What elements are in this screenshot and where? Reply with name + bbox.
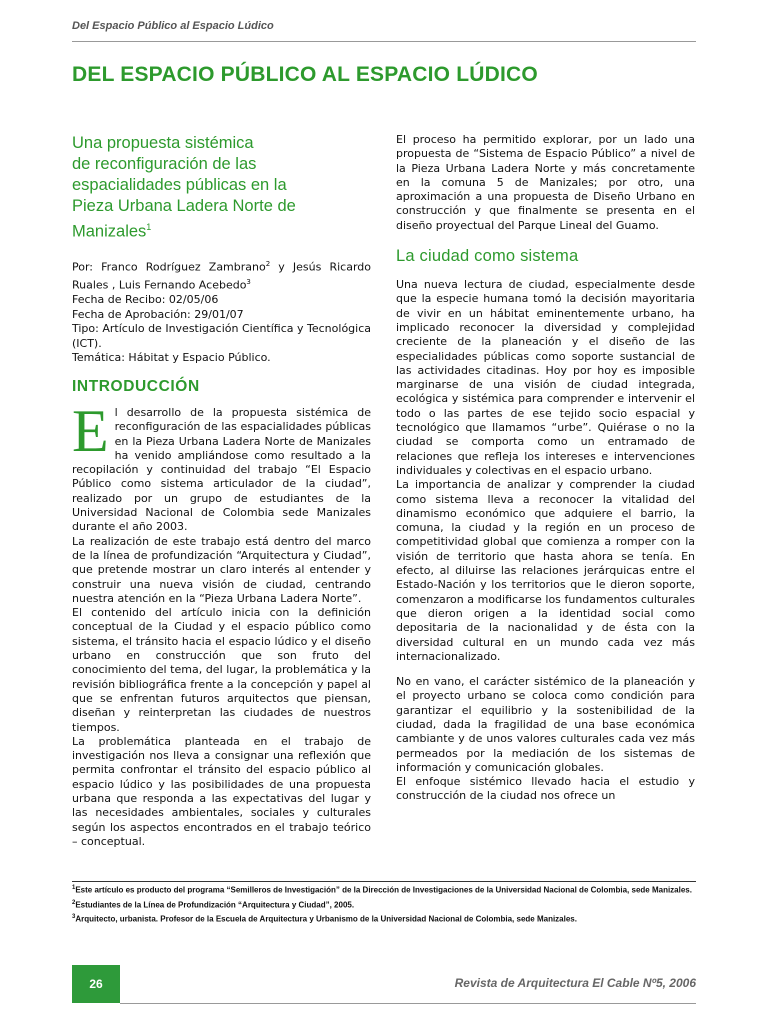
article-metadata: [72, 257, 371, 366]
paragraph: La realización de este trabajo está dentro del marco de la línea de profundización “Arquitectura y Ciudad”, que pretende mostrar un claro interés al entender y construir una nueva visión de ciudad, centrando nuestra atención en la “Pieza Urbana Ladera Norte”.: [72, 534, 371, 605]
section-heading-city-system: La ciudad como sistema: [396, 247, 579, 266]
paragraph: No en vano, el carácter sistémico de la planeación y el proyecto urbano se coloca como condición para garantizar el equilibrio y la sostenibilidad de la ciudad, dada la fragilidad de una base económica cambiante y de unos valores culturales cada vez más permeados por la mediación de los sistemas de información y comunicación globales.: [396, 675, 695, 774]
paragraph: Una nueva lectura de ciudad, especialmente desde que la especie humana tomó la decisión mayoritaria de vivir en un hábitat eminentemente urbano, ha implicado reconocer la diversidad y complejidad creciente de la planeación y el diseño de las especialidades públicas como soporte sustancial de las actividades citadinas. Hoy por hoy es imposible marginarse de una visión de ciudad integrada, ecológica y sistémica para comprender e intervenir el todo o las partes de ese tejido socio espacial y tecnológico que llamamos “urbe”. Quiérase o no la ciudad se comporta como un entramado de relaciones que refleja los intereses e intervenciones individuales y colectivas en el espacio urbano.: [396, 278, 695, 477]
paragraph: La importancia de analizar y comprender la ciudad como sistema lleva a reconocer la vitalidad del dinamismo económico que adquiere el barrio, la comuna, la ciudad y la región en un proceso de competitividad global que comienza a romper con la visión de territorio que hasta ahora se tenía. En efecto, al diluirse las relaciones jerárquicas entre el Estado-Nación y los territorios que le dieron soporte, comenzaron a modificarse los fundamentos culturales que dieron origen a la identidad social como depositaria de la nacionalidad y de ésta con la diversidad cultural en un mundo cada vez más internacionalizado.: [396, 478, 695, 663]
authors-line: Por: Franco Rodríguez Zambrano$^2$ y Jesús Ricardo Ruales , Luis Fernando Acebedo$^3$: [72, 259, 371, 292]
article-subtitle: [72, 133, 371, 243]
page-number-badge: [72, 965, 120, 1003]
footer-divider: [120, 1003, 696, 1004]
intro-body: [72, 397, 371, 849]
paragraph: El enfoque sistémico llevado hacia el estudio y construcción de la ciudad nos ofrece un: [396, 775, 695, 803]
header-divider: [72, 41, 696, 42]
section-heading-intro: INTRODUCCIÓN: [72, 377, 200, 395]
article-title: DEL ESPACIO PÚBLICO AL ESPACIO LÚDICO: [72, 63, 538, 86]
subtitle-line: de reconfiguración de las: [72, 155, 257, 173]
article-theme: Temática: Hábitat y Espacio Público.: [72, 351, 271, 365]
city-system-body: [396, 278, 695, 804]
subtitle-line: Una propuesta sistémica: [72, 134, 254, 152]
running-head: Del Espacio Público al Espacio Lúdico: [72, 20, 274, 32]
page-number: 26: [89, 977, 103, 991]
paragraph: El contenido del artículo inicia con la definición conceptual de la Ciudad y el espacio público como sistema, el tránsito hacia el espacio lúdico y el diseño urbano en construcción que son fruto del conocimiento del tema, del lugar, la problemática y la revisión bibliográfica frente a la concepción y papel al que se enfrentan futuros arquitectos que piensan, diseñan y reinterpretan las ciudades de nuestros tiempos.: [72, 606, 371, 734]
footnotes: [72, 883, 697, 927]
journal-name: Revista de Arquitectura El Cable Nº5, 2006: [454, 976, 696, 990]
footnote-divider: [72, 881, 696, 882]
received-date: Fecha de Recibo: 02/05/06: [72, 293, 219, 306]
paragraph: El desarrollo de la propuesta sistémica de reconfiguración de las espacialidades públicas en la Pieza Urbana Ladera Norte de Manizales ha venido ampliándose como resultado a la recopilación y continuidad del trabajo “El Espacio Público como sistema articulador de la ciudad”, realizado por un grupo de estudiantes de la Universidad Nacional de Colombia sede Manizales durante el año 2003.: [72, 397, 371, 534]
subtitle-line: Manizales: [72, 222, 147, 241]
footnote: $^2$Estudiantes de la Línea de Profundización “Arquitectura y Ciudad”, 2005.: [72, 899, 355, 910]
article-type: Tipo: Artículo de Investigación Científica y Tecnológica (ICT).: [72, 322, 371, 350]
approved-date: Fecha de Aprobación: 29/01/07: [72, 307, 244, 321]
drop-cap: E: [72, 397, 109, 464]
left-column: [72, 133, 371, 849]
subtitle-line: Pieza Urbana Ladera Norte de: [72, 197, 296, 215]
subtitle-line: espacialidades públicas en la: [72, 176, 287, 194]
footnote-ref: 2: [265, 259, 271, 268]
paragraph: El proceso ha permitido explorar, por un lado una propuesta de “Sistema de Espacio Público” a nivel de la Pieza Urbana Ladera Norte y más concretamente en la comuna 5 de Manizales; por otro, una aproximación a una propuesta de Diseño Urbano en construcción y que finalmente se presenta en el diseño proyectual del Parque Lineal del Guamo.: [396, 133, 695, 232]
footnote-ref: 1: [146, 222, 152, 232]
footnote: $^3$Arquitecto, urbanista. Profesor de la Escuela de Arquitectura y Urbanismo de la Universidad Nacional de Colombia, sede Manizales.: [72, 914, 577, 924]
right-column-intro: [396, 133, 695, 233]
footnote: $^1$Este artículo es producto del programa “Semilleros de Investigación” de la Dirección de Investigaciones de la Universidad Nacional de Colombia, sede Manizales.: [72, 885, 692, 895]
paragraph: La problemática planteada en el trabajo de investigación nos lleva a consignar una reflexión que permita confrontar el tránsito del espacio público al espacio lúdico y las posibilidades de una propuesta urbana que responda a las expectativas del lugar y las necesidades ambientales, sociales y culturales según los aspectos encontrados en el trabajo teórico – conceptual.: [72, 734, 371, 848]
footnote-ref: 3: [246, 277, 251, 286]
right-column: [396, 133, 695, 804]
